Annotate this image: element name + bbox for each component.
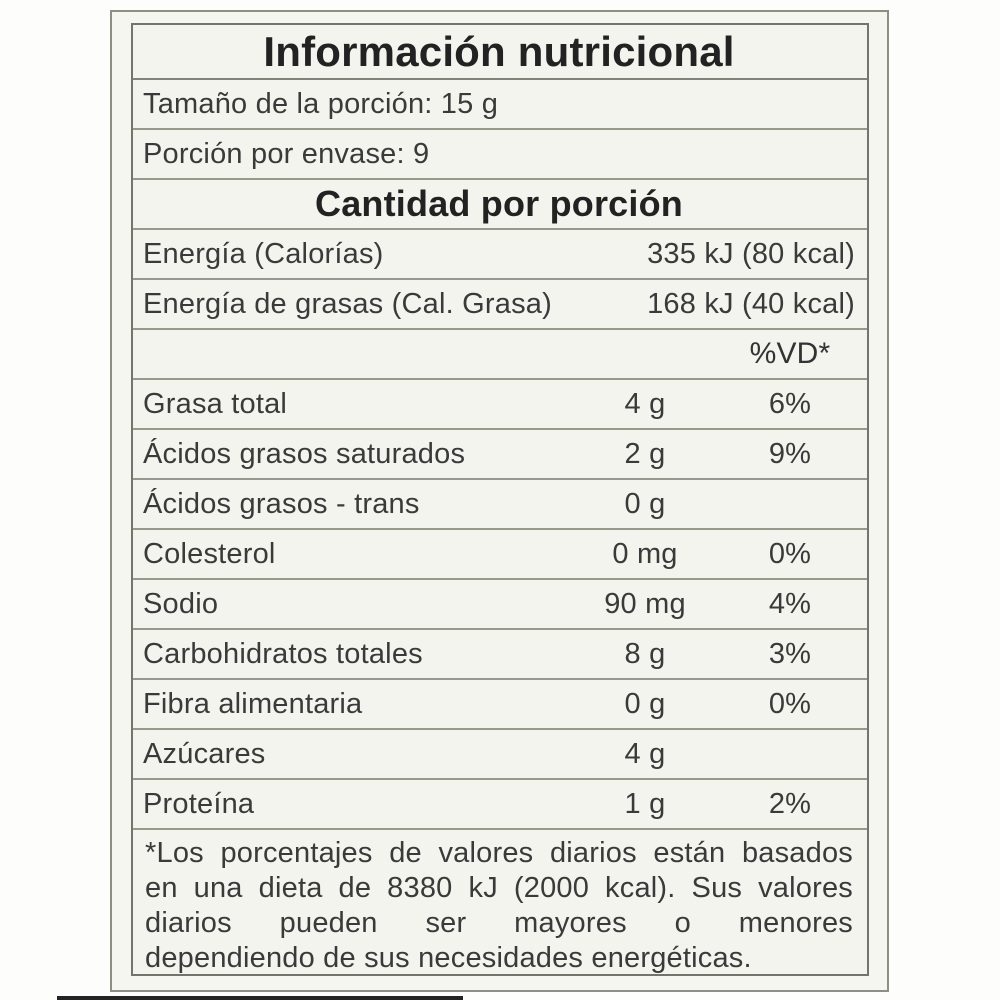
table-row-dietary-fiber bbox=[133, 680, 867, 730]
table-row-energy bbox=[133, 230, 867, 280]
nutrient-dv: 0% bbox=[768, 537, 812, 570]
nutrient-dv: 0% bbox=[768, 687, 812, 720]
label-outer-border bbox=[110, 10, 889, 992]
nutrient-dv: 9% bbox=[768, 437, 812, 470]
table-row-total-fat bbox=[133, 380, 867, 430]
energy-value: 335 kJ (80 kcal) bbox=[647, 237, 855, 270]
footnote-line: dependiendo de sus necesidades energéticas. bbox=[145, 942, 752, 974]
nutrient-name: Grasa total bbox=[143, 387, 288, 420]
nutrient-name: Fibra alimentaria bbox=[143, 687, 363, 720]
table-row-saturated-fat bbox=[133, 430, 867, 480]
table-row-sugars bbox=[133, 730, 867, 780]
nutrient-name: Azúcares bbox=[143, 737, 266, 770]
table-row-trans-fat bbox=[133, 480, 867, 530]
nutrient-dv: 6% bbox=[768, 387, 812, 420]
scan-artifact-bar bbox=[57, 996, 463, 1000]
nutrient-name: Proteína bbox=[143, 787, 255, 820]
table-row-total-carbohydrate bbox=[133, 630, 867, 680]
table-row-cholesterol bbox=[133, 530, 867, 580]
nutrient-amount: 0 g bbox=[624, 687, 666, 720]
table-row-sodium bbox=[133, 580, 867, 630]
footnote-line: diarios pueden ser mayores o menores bbox=[145, 907, 853, 939]
serving-size-text: Tamaño de la porción: 15 g bbox=[143, 87, 499, 120]
table-row-energy-fat bbox=[133, 280, 867, 330]
table-row-protein bbox=[133, 780, 867, 830]
table-row-servings-per-container bbox=[133, 130, 867, 180]
nutrient-dv: 4% bbox=[768, 587, 812, 620]
nutrient-amount: 8 g bbox=[624, 637, 666, 670]
nutrition-facts-table bbox=[131, 23, 869, 976]
nutrient-amount: 0 g bbox=[624, 487, 666, 520]
daily-value-header: %VD* bbox=[749, 337, 831, 370]
amount-per-serving-header: Cantidad por porción bbox=[315, 183, 683, 224]
nutrient-name: Ácidos grasos saturados bbox=[143, 437, 466, 470]
energy-fat-name: Energía de grasas (Cal. Grasa) bbox=[143, 287, 552, 320]
nutrient-amount: 0 mg bbox=[612, 537, 678, 570]
nutrient-name: Carbohidratos totales bbox=[143, 637, 423, 670]
nutrient-name: Ácidos grasos - trans bbox=[143, 487, 420, 520]
table-row-footnote bbox=[133, 830, 867, 976]
nutrient-name: Colesterol bbox=[143, 537, 276, 570]
label-title: Información nutricional bbox=[263, 27, 735, 75]
nutrient-dv: 3% bbox=[768, 637, 812, 670]
energy-fat-value: 168 kJ (40 kcal) bbox=[647, 287, 855, 320]
nutrient-name: Sodio bbox=[143, 587, 219, 620]
footnote-line: *Los porcentajes de valores diarios están basados bbox=[145, 837, 853, 869]
table-row-dv-header bbox=[133, 330, 867, 380]
table-row-serving-size bbox=[133, 80, 867, 130]
servings-per-container-text: Porción por envase: 9 bbox=[143, 137, 430, 170]
footnote-line: en una dieta de 8380 kJ (2000 kcal). Sus valores bbox=[145, 872, 853, 904]
nutrient-amount: 4 g bbox=[624, 387, 666, 420]
table-row-amount-header bbox=[133, 180, 867, 230]
nutrient-amount: 2 g bbox=[624, 437, 666, 470]
nutrient-amount: 1 g bbox=[624, 787, 666, 820]
nutrient-amount: 4 g bbox=[624, 737, 666, 770]
nutrient-amount: 90 mg bbox=[604, 587, 686, 620]
nutrient-dv: 2% bbox=[768, 787, 812, 820]
table-row-title bbox=[133, 25, 867, 80]
energy-name: Energía (Calorías) bbox=[143, 237, 384, 270]
